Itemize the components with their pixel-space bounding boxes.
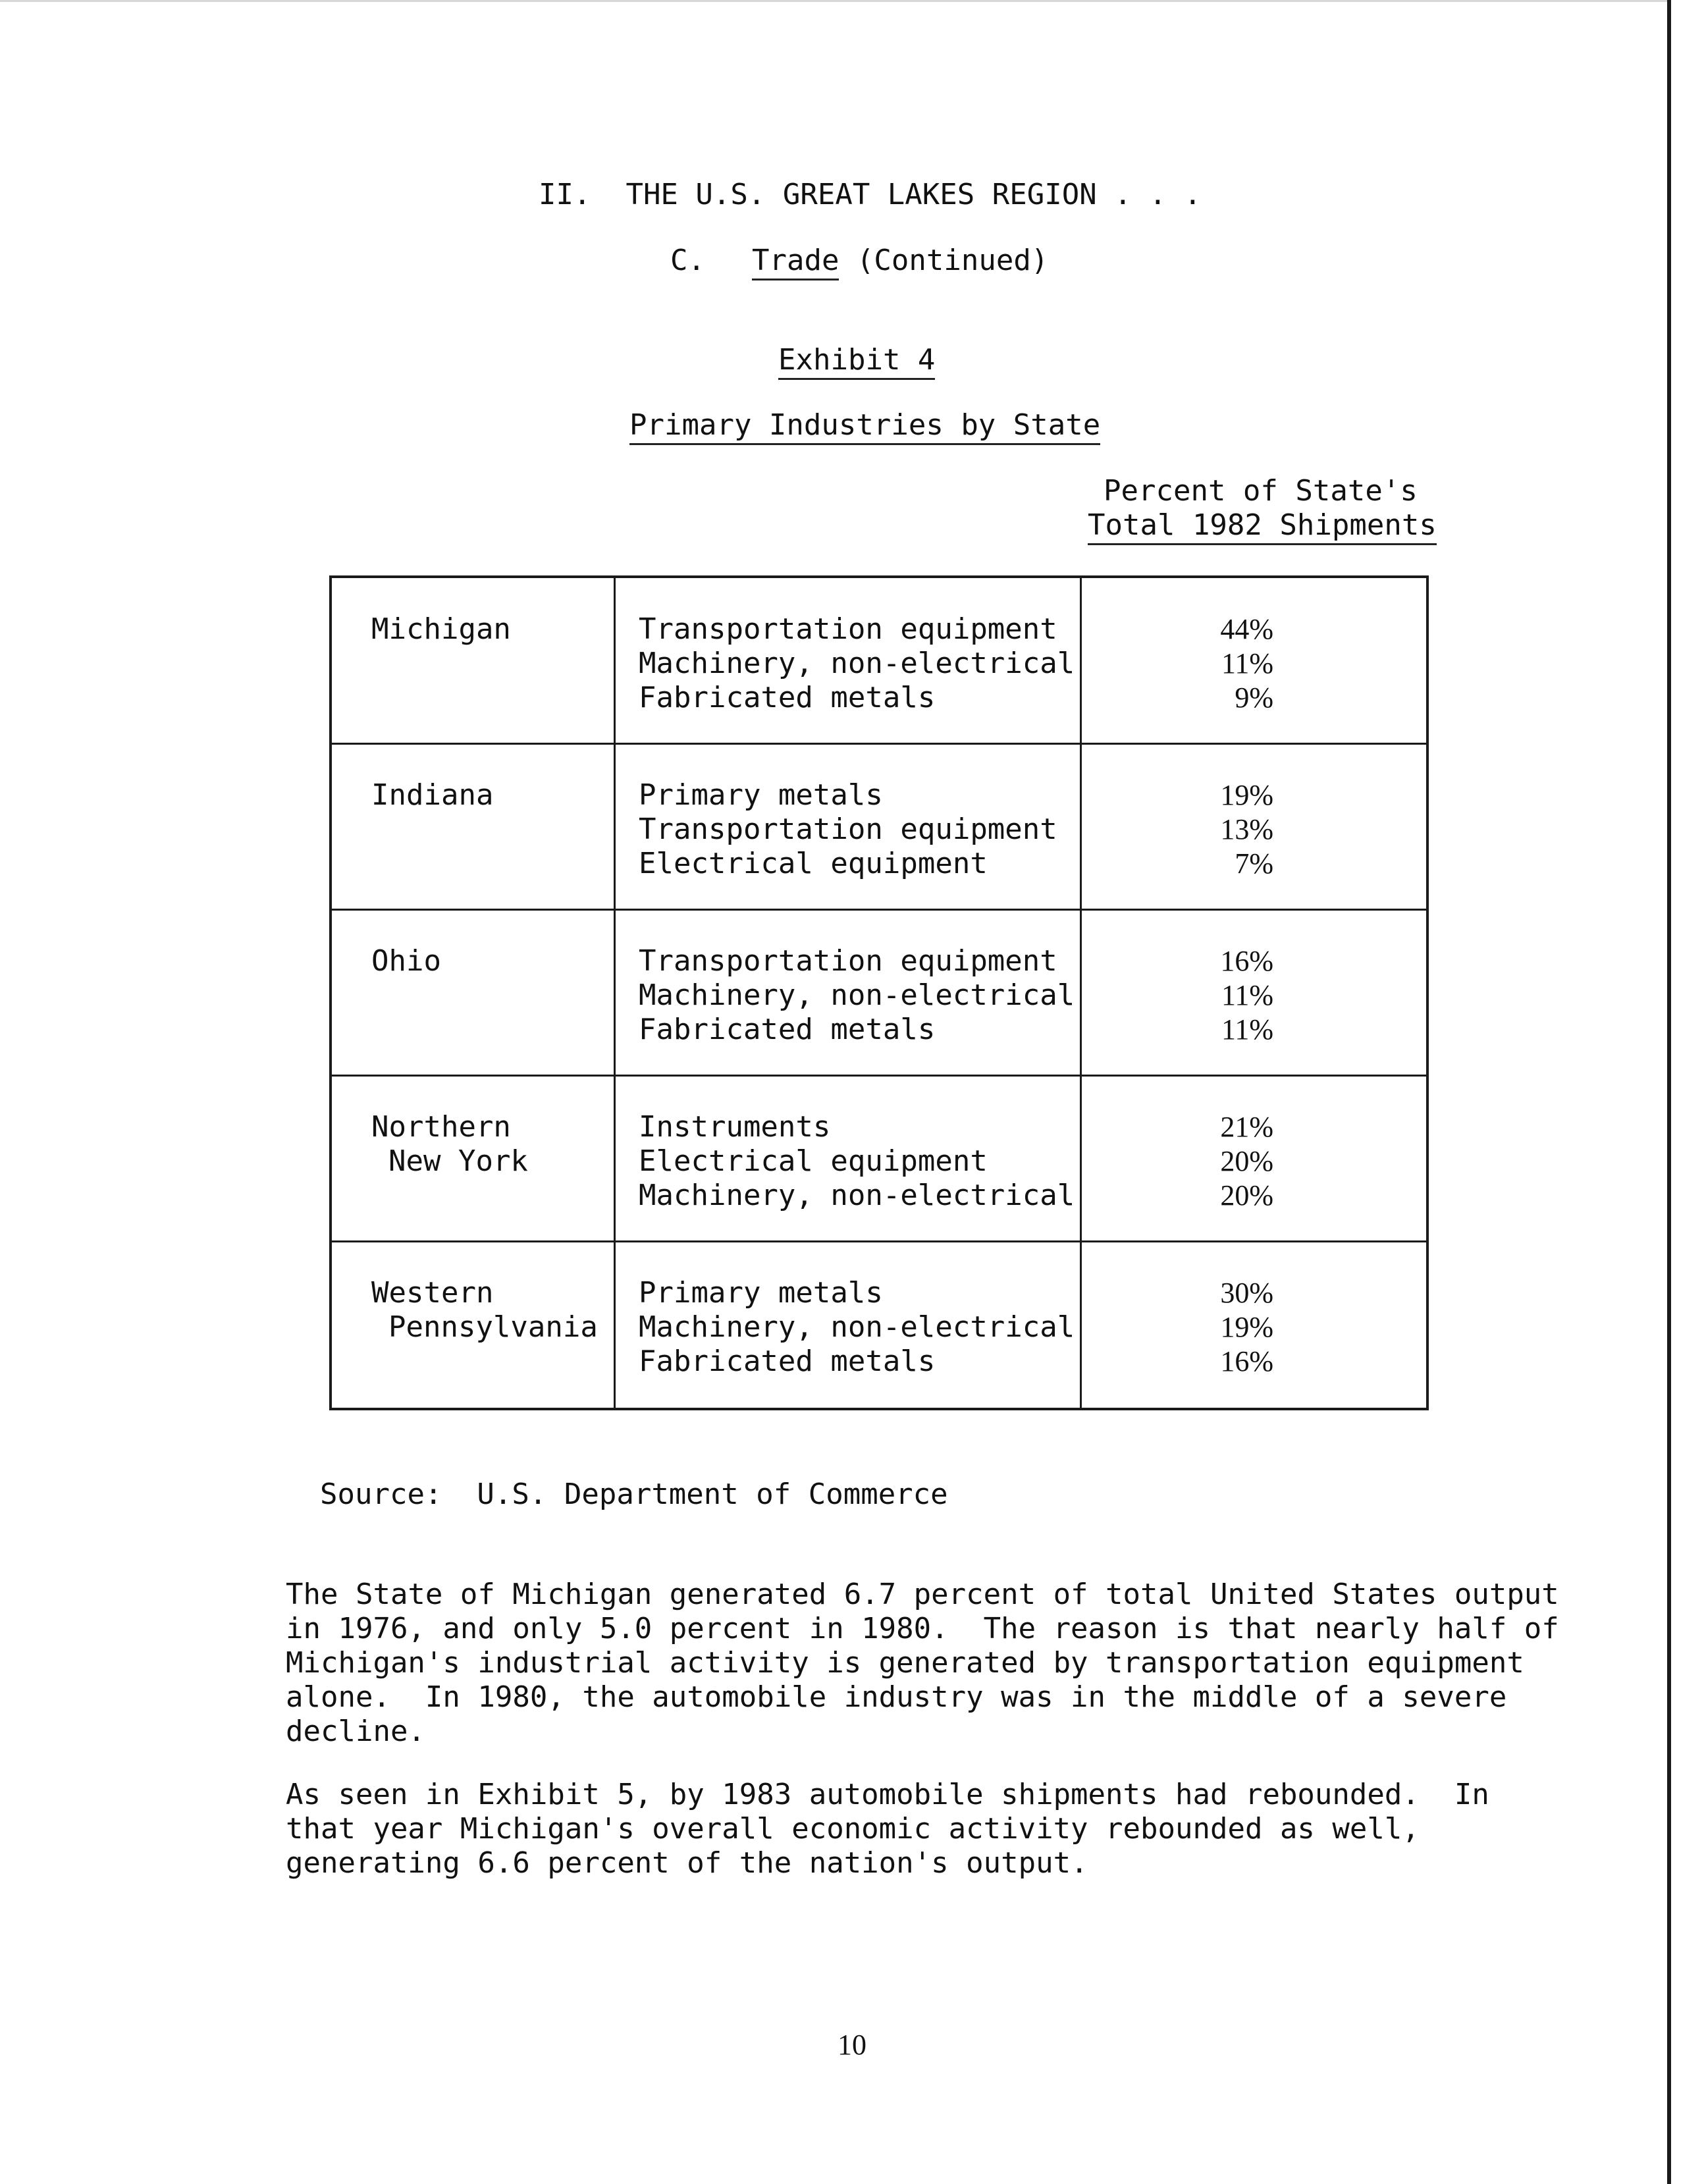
state-name: Indiana bbox=[371, 778, 494, 812]
table-row bbox=[332, 910, 1426, 1076]
percent-list: 44% 11% 9% bbox=[1220, 613, 1273, 714]
subsection-title-suffix: (Continued) bbox=[839, 244, 1049, 277]
industry-list: Primary metals Transportation equipment Electrical equipment bbox=[639, 778, 1057, 880]
source-note: Source: U.S. Department of Commerce bbox=[320, 1478, 948, 1511]
state-name: Michigan bbox=[371, 612, 511, 646]
column-header-line2-text: Total 1982 Shipments bbox=[1088, 508, 1437, 545]
state-name: Western Pennsylvania bbox=[371, 1276, 598, 1344]
section-heading: II. THE U.S. GREAT LAKES REGION . . . bbox=[539, 178, 1202, 211]
industry-list: Transportation equipment Machinery, non-electrical Fabricated metals bbox=[639, 944, 1075, 1046]
industries-table bbox=[329, 575, 1429, 1410]
column-header-line2 bbox=[1088, 508, 1437, 543]
table-row bbox=[332, 578, 1426, 744]
page-number: 10 bbox=[838, 2029, 866, 2061]
table-row bbox=[332, 1076, 1426, 1242]
table-row bbox=[332, 744, 1426, 910]
industry-list: Transportation equipment Machinery, non-electrical Fabricated metals bbox=[639, 612, 1075, 714]
page-top-edge bbox=[0, 0, 1671, 2]
industry-list: Primary metals Machinery, non-electrical Fabricated metals bbox=[639, 1276, 1075, 1378]
percent-list: 19% 13% 7% bbox=[1220, 779, 1273, 880]
subsection-title bbox=[752, 244, 1048, 278]
industry-list: Instruments Electrical equipment Machinery, non-electrical bbox=[639, 1110, 1075, 1212]
exhibit-title-text: Primary Industries by State bbox=[629, 408, 1100, 445]
exhibit-title bbox=[629, 408, 1100, 442]
subsection-title-underlined: Trade bbox=[752, 244, 839, 280]
table-row bbox=[332, 1242, 1426, 1408]
state-name: Ohio bbox=[371, 944, 441, 978]
exhibit-label-text: Exhibit 4 bbox=[778, 343, 935, 380]
column-header-line1: Percent of State's bbox=[1104, 474, 1418, 508]
percent-list: 30% 19% 16% bbox=[1220, 1277, 1273, 1377]
body-paragraph-2: As seen in Exhibit 5, by 1983 automobile shipments had rebounded. In that year Michigan's overall economic activity rebounded as well, generating 6.6 percent of the nation's output. bbox=[286, 1778, 1489, 1880]
state-name: Northern New York bbox=[371, 1110, 528, 1178]
page-right-edge bbox=[1667, 0, 1671, 2184]
subsection-letter: C. bbox=[670, 244, 705, 277]
percent-list: 16% 11% 11% bbox=[1220, 945, 1273, 1046]
exhibit-label bbox=[778, 343, 935, 377]
body-paragraph-1: The State of Michigan generated 6.7 percent of total United States output in 1976, and only 5.0 percent in 1980. The reason is that nearly half of Michigan's industrial activity is generated by transportation equipment alone. In 1980, the automobile industry was in the middle of a severe decline. bbox=[286, 1578, 1559, 1748]
percent-list: 21% 20% 20% bbox=[1220, 1111, 1273, 1212]
